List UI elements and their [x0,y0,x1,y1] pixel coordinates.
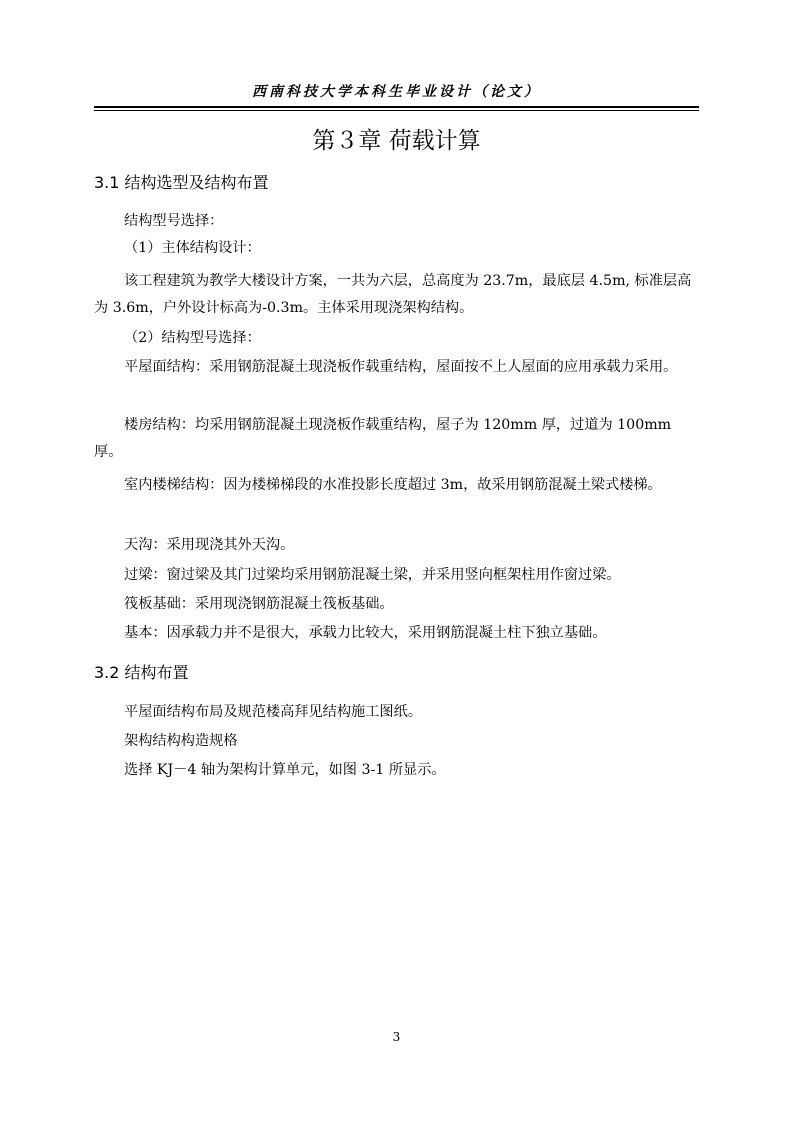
paragraph: 筏板基础：采用现浇钢筋混凝土筏板基础。 [124,596,394,612]
paragraph: （2）结构型号选择： [124,330,261,346]
paragraph: 基本：因承载力并不是很大，承载力比较大，采用钢筋混凝土柱下独立基础。 [124,625,607,641]
chapter-title: 第３章 荷载计算 [312,128,481,154]
section-heading-3-1: 3.1 结构选型及结构布置 [94,173,269,192]
paragraph: 平屋面结构：采用钢筋混凝土现浇板作载重结构，屋面按不上人屋面的应用承载力采用。 [124,359,678,375]
paragraph: 选择 KJ－4 轴为架构计算单元，如图 3-1 所显示。 [124,762,446,778]
header-title: 西南科技大学本科生毕业设计（论文） [252,84,541,100]
section-heading-3-2: 3.2 结构布置 [94,663,189,682]
header-rule-thick [94,106,699,108]
paragraph: （1）主体结构设计： [124,240,261,256]
paragraph: 该工程建筑为教学大楼设计方案，一共为六层，总高度为 23.7m，最底层 4.5m, 标准层高为 3.6m，户外设计标高为-0.3m。主体采用现浇架构结构。 [94,273,692,316]
paragraph: 楼房结构：均采用钢筋混凝土现浇板作载重结构，屋子为 120mm 厚，过道为 100mm 厚。 [94,417,672,460]
paragraph: 架构结构构造规格 [124,733,238,749]
header-rule-thin [94,110,699,111]
paragraph: 过梁：窗过梁及其门过梁均采用钢筋混凝土梁，并采用竖向框架柱用作窗过梁。 [124,567,621,583]
paragraph: 天沟：采用现浇其外天沟。 [124,537,295,553]
page-number: 3 [392,1030,401,1044]
paragraph: 结构型号选择： [124,213,224,229]
paragraph: 平屋面结构布局及规范楼高拜见结构施工图纸。 [124,704,422,720]
paragraph: 室内楼梯结构：因为楼梯梯段的水准投影长度超过 3m，故采用钢筋混凝土梁式楼梯。 [124,477,662,493]
